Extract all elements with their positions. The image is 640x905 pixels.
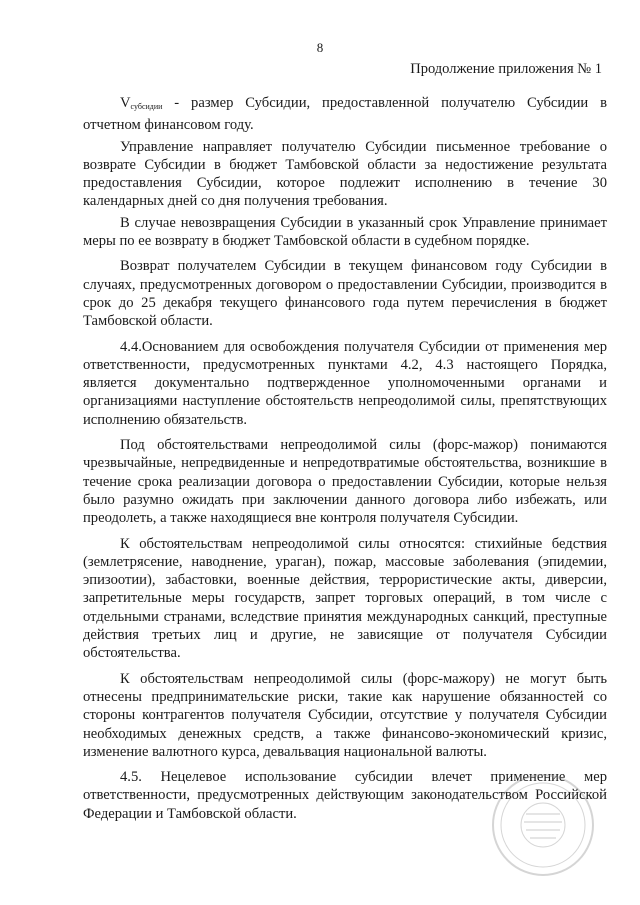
paragraph-not-force-majeure: К обстоятельствам непреодолимой силы (форс-мажору) не могут быть отнесены предпринимательские риски, такие как нарушение обязанностей со стороны контрагентов получателя Субсидии, отсутствие у получателя Субсидии необходимых денежных средств, а также финансово-экономический кризис, изменение валютного курса, девальвация национальной валюты. <box>83 670 607 760</box>
paragraph-non-return: В случае невозвращения Субсидии в указанный срок Управление принимает меры по ее возврату в бюджет Тамбовской области в судебном порядке. <box>83 214 607 250</box>
paragraph-return-demand: Управление направляет получателю Субсидии письменное требование о возврате Субсидии в бюджет Тамбовской области за недостижение результата предоставления Субсидии, которое подлежит исполнению в течение 30 календарных дней со дня получения требования. <box>83 138 607 210</box>
appendix-continuation-label: Продолжение приложения № 1 <box>410 61 602 77</box>
paragraph-text: - размер Субсидии, предоставленной получателю Субсидии в отчетном финансовом году. <box>83 95 607 134</box>
paragraph-force-majeure-definition: Под обстоятельствами непреодолимой силы (форс-мажор) понимаются чрезвычайные, непредвиденные и непредотвратимые обстоятельства, возникшие в течение срока реализации договора о предоставлении Субсидии, которые нельзя было разумно ожидать при заключении данного договора либо избежать, или преодолеть, а также находящиеся вне контроля получателя Субсидии. <box>83 437 607 527</box>
paragraph-subsidy-size <box>83 94 607 135</box>
paragraph-return-current-year: Возврат получателем Субсидии в текущем финансовом году Субсидии в случаях, предусмотренных договором о предоставлении Субсидии, производится в срок до 25 декабря текущего финансового года путем перечисления в бюджет Тамбовской области. <box>83 258 607 330</box>
page-number: 8 <box>316 40 324 55</box>
document-body <box>83 94 607 830</box>
variable-symbol: V <box>120 95 131 111</box>
paragraph-force-majeure-list: К обстоятельствам непреодолимой силы относятся: стихийные бедствия (землетрясение, наводнение, ураган), пожар, массовые заболевания (эпидемии, эпизоотии), забастовки, военные действия, террористические акты, диверсии, запретительные меры государств, запрет торговых операций, в том числе с отдельными странами, вследствие принятия международных санкций, преступные действия третьих лиц и другие, не зависящие от получателя Субсидии обстоятельства. <box>83 535 607 662</box>
paragraph-4-4-exemption: 4.4.Основанием для освобождения получателя Субсидии от применения мер ответственности, предусмотренных пунктами 4.2, 4.3 настоящего Порядка, является документально подтвержденное уполномоченными органами и организациями наступление обстоятельств непреодолимой силы, препятствующих исполнению обязательств. <box>83 338 607 428</box>
paragraph-4-5-misuse: 4.5. Нецелевое использование субсидии влечет применение мер ответственности, предусмотренных действующим законодательством Российской Федерации и Тамбовской области. <box>83 769 607 822</box>
round-stamp-icon <box>488 770 598 880</box>
variable-subscript: субсидии <box>130 102 163 111</box>
